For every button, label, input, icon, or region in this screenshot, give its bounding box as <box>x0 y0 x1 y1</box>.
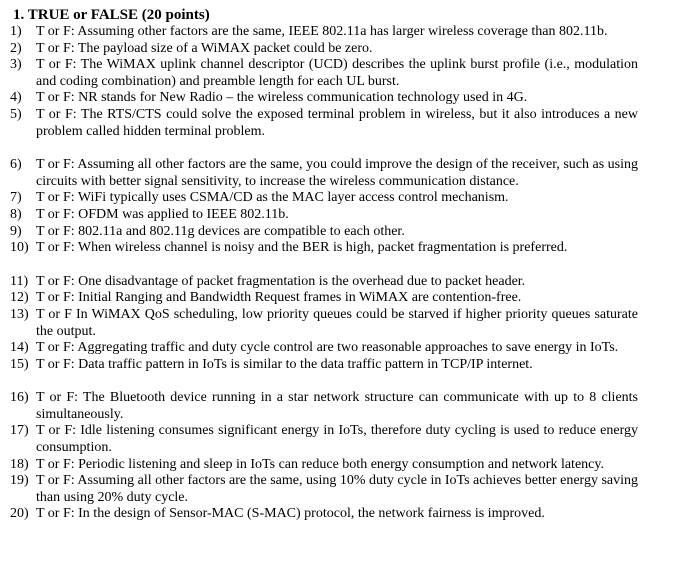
question-5 <box>10 107 638 140</box>
question-number: 14) <box>10 340 29 356</box>
question-text: T or F: Data traffic pattern in IoTs is similar to the data traffic pattern in TCP/IP internet. <box>36 356 533 372</box>
question-13 <box>10 307 638 340</box>
question-text: T or F: Assuming all other factors are the same, using 10% duty cycle in IoTs achieves better energy saving than using 20% duty cycle. <box>36 473 638 505</box>
question-10 <box>10 240 638 257</box>
question-number: 5) <box>10 106 22 122</box>
section-heading: 1. TRUE or FALSE (20 points) <box>13 7 210 23</box>
question-text: T or F: Aggregating traffic and duty cycle control are two reasonable approaches to save energy in IoTs. <box>36 340 619 356</box>
question-number: 8) <box>10 206 22 222</box>
question-number: 10) <box>10 240 29 256</box>
question-text: T or F: In the design of Sensor-MAC (S-MAC) protocol, the network fairness is improved. <box>36 506 545 522</box>
question-number: 19) <box>10 473 29 489</box>
group-spacer <box>10 257 688 274</box>
question-text: T or F: OFDM was applied to IEEE 802.11b. <box>36 206 289 222</box>
question-12 <box>10 290 638 307</box>
question-18 <box>10 457 638 474</box>
question-text: T or F: When wireless channel is noisy and the BER is high, packet fragmentation is preferred. <box>36 240 568 256</box>
question-number: 12) <box>10 290 29 306</box>
question-number: 3) <box>10 57 22 73</box>
question-text: T or F: Assuming all other factors are the same, you could improve the design of the receiver, such as using circuits with better signal sensitivity, to increase the wireless communication distance. <box>36 157 638 189</box>
question-text: T or F: Assuming other factors are the same, IEEE 802.11a has larger wireless coverage than 802.11b. <box>36 24 608 39</box>
question-8 <box>10 207 638 224</box>
question-19 <box>10 473 638 506</box>
question-text: T or F: Idle listening consumes significant energy in IoTs, therefore duty cycling is used to reduce energy consumption. <box>36 423 638 456</box>
group-spacer <box>10 373 688 390</box>
question-number: 15) <box>10 356 29 372</box>
question-2 <box>10 41 638 58</box>
question-number: 7) <box>10 190 22 206</box>
question-text: T or F: NR stands for New Radio – the wireless communication technology used in 4G. <box>36 90 528 106</box>
question-3 <box>10 57 638 90</box>
question-11 <box>10 274 638 291</box>
question-text: T or F: The WiMAX uplink channel descriptor (UCD) describes the uplink burst profile (i.e., modulation and coding combination) and preamble length for each UL burst. <box>36 57 638 89</box>
question-number: 2) <box>10 40 22 56</box>
question-text: T or F: The payload size of a WiMAX packet could be zero. <box>36 40 373 56</box>
question-9 <box>10 224 638 241</box>
question-4 <box>10 90 638 107</box>
question-number: 16) <box>10 390 29 406</box>
question-text: T or F: Initial Ranging and Bandwidth Request frames in WiMAX are contention-free. <box>36 290 522 306</box>
question-number: 1) <box>10 24 22 39</box>
question-text: T or F In WiMAX QoS scheduling, low priority queues could be starved if higher priority queues saturate the output. <box>36 306 638 339</box>
question-text: T or F: One disadvantage of packet fragmentation is the overhead due to packet header. <box>36 273 526 289</box>
question-14 <box>10 340 638 357</box>
question-number: 11) <box>10 273 29 289</box>
question-text: T or F: WiFi typically uses CSMA/CD as the MAC layer access control mechanism. <box>36 190 509 206</box>
question-number: 20) <box>10 506 29 522</box>
question-number: 13) <box>10 306 29 322</box>
question-16 <box>10 390 638 423</box>
question-17 <box>10 423 638 456</box>
question-20 <box>10 506 638 523</box>
question-text: T or F: The Bluetooth device running in a star network structure can communicate with up to 8 clients simultaneously. <box>36 390 638 422</box>
question-number: 6) <box>10 157 22 173</box>
question-text: T or F: Periodic listening and sleep in IoTs can reduce both energy consumption and network latency. <box>36 456 604 472</box>
question-15 <box>10 357 638 374</box>
question-number: 4) <box>10 90 22 106</box>
question-7 <box>10 190 638 207</box>
question-1 <box>10 24 638 41</box>
question-6 <box>10 157 638 190</box>
question-number: 9) <box>10 223 22 239</box>
question-text: T or F: 802.11a and 802.11g devices are compatible to each other. <box>36 223 405 239</box>
question-number: 17) <box>10 423 29 439</box>
group-spacer <box>10 140 688 157</box>
question-number: 18) <box>10 456 29 472</box>
question-text: T or F: The RTS/CTS could solve the exposed terminal problem in wireless, but it also introduces a new problem called hidden terminal problem. <box>36 106 638 139</box>
